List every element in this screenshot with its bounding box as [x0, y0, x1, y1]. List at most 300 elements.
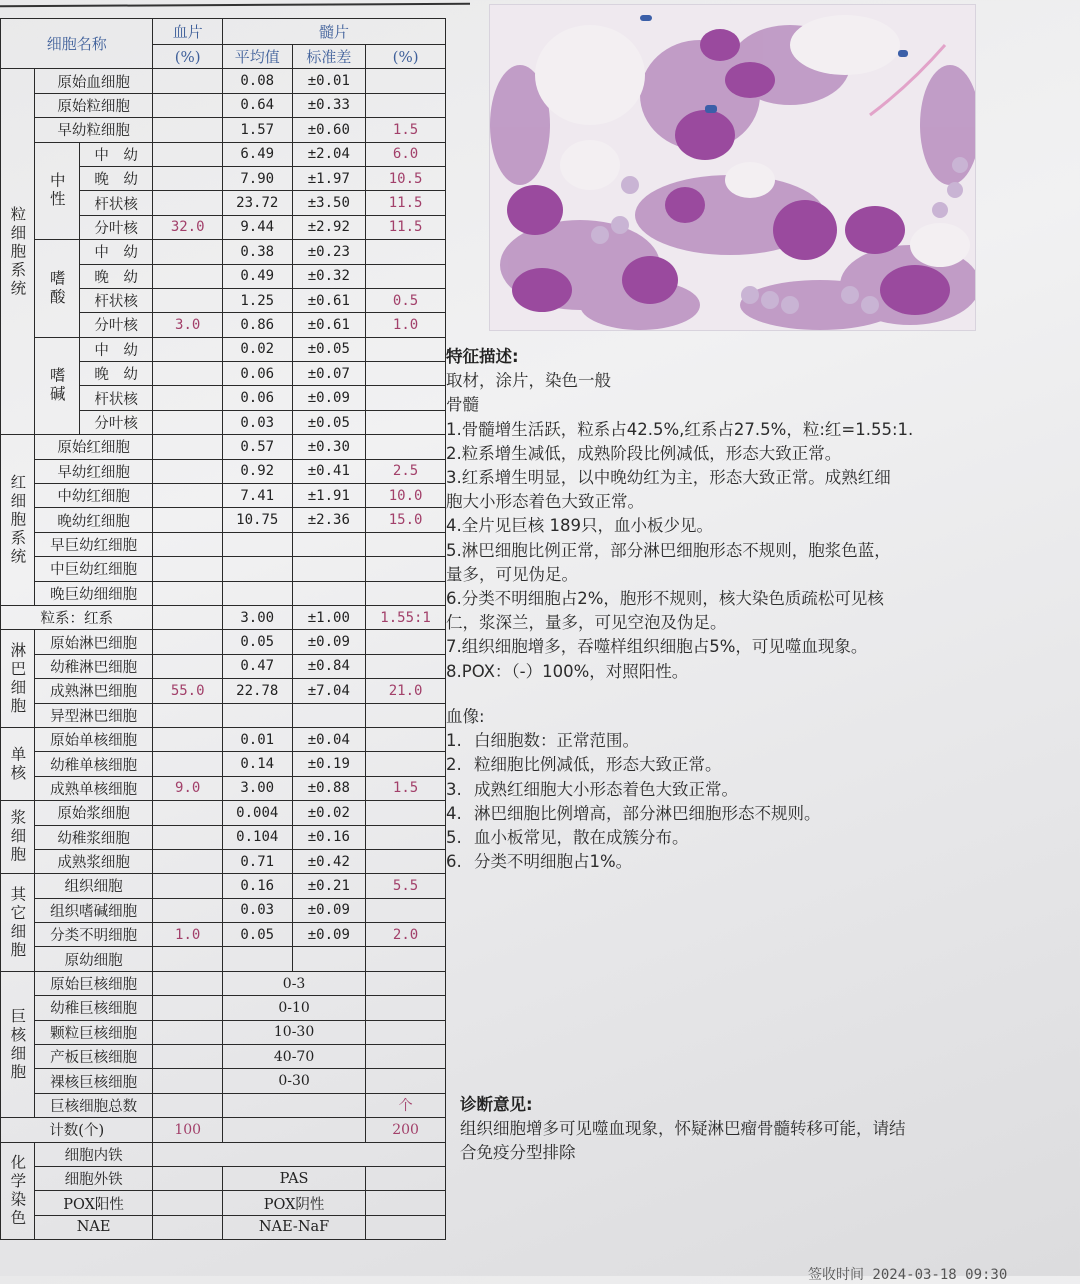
mean-value: 0.03 — [222, 410, 292, 434]
marrow-pct-value — [366, 410, 446, 434]
sd-value: ±1.91 — [292, 484, 366, 508]
marrow-pct-value: 10.0 — [366, 484, 446, 508]
feature-description — [446, 345, 1056, 684]
mean-value — [222, 532, 292, 556]
header-mean: 平均值 — [222, 45, 292, 69]
marrow-pct-value — [366, 1045, 446, 1069]
marrow-pct-value: 10.5 — [366, 166, 446, 190]
blood-value: 9.0 — [153, 776, 223, 800]
blood-value — [153, 264, 223, 288]
cell-name: 原始巨核细胞 — [34, 971, 153, 995]
blood-value — [153, 240, 223, 264]
mean-value: 0.16 — [222, 874, 292, 898]
mean-value — [222, 581, 292, 605]
blood-value — [153, 532, 223, 556]
cell-name: 粒系：红系 — [1, 605, 153, 629]
blood-value — [153, 874, 223, 898]
group-mono: 单核 — [1, 727, 35, 800]
sd-value: ±0.60 — [292, 118, 366, 142]
cell-name: 产板巨核细胞 — [34, 1045, 153, 1069]
mean-value — [222, 557, 292, 581]
item-text: 粒细胞比例减低，形态大致正常。 — [474, 755, 722, 775]
marrow-pct-value — [366, 1069, 446, 1093]
cell-name: 组织细胞 — [34, 874, 153, 898]
marrow-pct-value — [366, 557, 446, 581]
table-row — [1, 874, 446, 898]
cell-name: 中巨幼红细胞 — [34, 557, 153, 581]
sd-value: ±0.16 — [292, 825, 366, 849]
stain-pox-neg-value — [366, 1191, 446, 1215]
mean-value: 0.05 — [222, 923, 292, 947]
sign-time: 签收时间 2024-03-18 09:30 — [808, 1267, 1008, 1283]
header-sd: 标准差 — [292, 45, 366, 69]
sd-value — [292, 557, 366, 581]
blood-value — [153, 386, 223, 410]
table-row — [1, 1020, 446, 1044]
blood-value — [153, 630, 223, 654]
sd-value: ±0.05 — [292, 410, 366, 434]
stain-row — [1, 1166, 446, 1190]
blood-value — [153, 727, 223, 751]
blood-value — [153, 69, 223, 93]
table-row — [1, 484, 446, 508]
reference-range — [222, 1093, 365, 1117]
sd-value: ±0.19 — [292, 752, 366, 776]
cell-name: 中幼红细胞 — [34, 484, 153, 508]
sd-value: ±0.05 — [292, 337, 366, 361]
marrow-pct-value — [366, 1020, 446, 1044]
table-row-ratio — [1, 605, 446, 629]
blood-value — [153, 1020, 223, 1044]
table-row — [1, 727, 446, 751]
sd-value: ±1.97 — [292, 166, 366, 190]
header-marrow-pct: (%) — [366, 45, 446, 69]
feature-line: 6.分类不明细胞占2%，胞形不规则，核大染色质疏松可见核 — [446, 589, 884, 609]
cell-name: 杆状核 — [79, 191, 153, 215]
blood-value — [153, 703, 223, 727]
group-neutrophil: 中性 — [34, 142, 79, 240]
feature-line: 胞大小形态着色大致正常。 — [446, 492, 644, 512]
cell-name: 幼稚淋巴细胞 — [34, 654, 153, 678]
sd-value: ±0.84 — [292, 654, 366, 678]
mean-value: 1.57 — [222, 118, 292, 142]
sd-value: ±2.36 — [292, 508, 366, 532]
item-number: 1. — [446, 731, 462, 751]
stain-extra-iron-value — [153, 1166, 223, 1190]
sd-value — [292, 581, 366, 605]
mean-value: 0.14 — [222, 752, 292, 776]
mean-value: 0.92 — [222, 459, 292, 483]
micrograph-image — [490, 5, 975, 330]
table-row — [1, 654, 446, 678]
feature-line: 2.粒系增生减低，成熟阶段比例减低，形态大致正常。 — [446, 443, 842, 463]
table-row — [1, 532, 446, 556]
reference-range: 0-30 — [222, 1069, 365, 1093]
item-number: 2. — [446, 755, 462, 775]
sd-value — [292, 947, 366, 971]
mean-value: 9.44 — [222, 215, 292, 239]
reference-range: 0-3 — [222, 971, 365, 995]
list-item — [446, 729, 1046, 753]
blood-value — [153, 508, 223, 532]
cell-name: 中 幼 — [79, 337, 153, 361]
item-text: 分类不明细胞占1%。 — [474, 852, 633, 872]
blood-value — [153, 654, 223, 678]
header-blood-pct: (%) — [153, 45, 223, 69]
table-row — [1, 801, 446, 825]
marrow-pct-value — [366, 825, 446, 849]
cell-name: 晚 幼 — [79, 362, 153, 386]
stain-extra-iron-label: 细胞外铁 — [34, 1166, 153, 1190]
cell-name: 异型淋巴细胞 — [34, 703, 153, 727]
marrow-pct-value: 1.55:1 — [366, 605, 446, 629]
sd-value: ±1.00 — [292, 605, 366, 629]
blood-value — [153, 1045, 223, 1069]
blood-value — [153, 581, 223, 605]
marrow-pct-value — [366, 727, 446, 751]
feature-line: 1.骨髓增生活跃，粒系占42.5%,红系占27.5%，粒:红=1.55:1. — [446, 419, 914, 439]
table-row — [1, 923, 446, 947]
sd-value: ±2.92 — [292, 215, 366, 239]
cell-name: 幼稚巨核细胞 — [34, 996, 153, 1020]
table-row — [1, 435, 446, 459]
marrow-pct-value: 21.0 — [366, 679, 446, 703]
sd-value: ±0.21 — [292, 874, 366, 898]
blood-value: 55.0 — [153, 679, 223, 703]
table-row — [1, 1069, 446, 1093]
sd-value: ±3.50 — [292, 191, 366, 215]
group-erythroid: 红细胞系统 — [1, 435, 35, 606]
cell-name: 原始红细胞 — [34, 435, 153, 459]
table-row — [1, 898, 446, 922]
mean-value: 0.02 — [222, 337, 292, 361]
marrow-pct-value: 1.5 — [366, 118, 446, 142]
marrow-pct-value: 11.5 — [366, 191, 446, 215]
table-row — [1, 703, 446, 727]
mean-value: 0.06 — [222, 362, 292, 386]
table-row — [1, 996, 446, 1020]
mean-value: 0.01 — [222, 727, 292, 751]
stain-pox-neg-label: POX阴性 — [222, 1191, 365, 1215]
cell-name: 巨核细胞总数 — [34, 1093, 153, 1117]
blood-value — [153, 971, 223, 995]
marrow-pct-value — [366, 849, 446, 873]
sd-value: ±0.42 — [292, 849, 366, 873]
blood-value — [153, 191, 223, 215]
blood-value — [153, 410, 223, 434]
cell-name: 早幼红细胞 — [34, 459, 153, 483]
cell-name: 原始淋巴细胞 — [34, 630, 153, 654]
marrow-pct-value — [366, 264, 446, 288]
header-blood-smear: 血片 — [153, 19, 223, 45]
sd-value: ±0.07 — [292, 362, 366, 386]
list-item — [446, 802, 1046, 826]
marrow-pct-value — [366, 630, 446, 654]
sd-value: ±0.02 — [292, 801, 366, 825]
blood-value — [153, 557, 223, 581]
table-row — [1, 508, 446, 532]
marrow-pct-value — [366, 971, 446, 995]
blood-value — [153, 752, 223, 776]
cell-name: 杆状核 — [79, 386, 153, 410]
table-row — [1, 93, 446, 117]
item-text: 成熟红细胞大小形态着色大致正常。 — [474, 779, 738, 799]
group-granulocyte: 粒细胞系统 — [1, 69, 35, 435]
marrow-pct-value — [366, 581, 446, 605]
marrow-pct-value — [366, 337, 446, 361]
mean-value: 0.71 — [222, 849, 292, 873]
sd-value: ±0.04 — [292, 727, 366, 751]
marrow-pct-value — [366, 93, 446, 117]
marrow-pct-value: 2.5 — [366, 459, 446, 483]
cell-name: 中 幼 — [79, 142, 153, 166]
marrow-pct-value — [366, 996, 446, 1020]
paper-top-edge — [0, 0, 470, 7]
marrow-pct-value — [366, 69, 446, 93]
mean-value: 7.41 — [222, 484, 292, 508]
cell-name: 颗粒巨核细胞 — [34, 1020, 153, 1044]
reference-range — [222, 1118, 365, 1142]
table-row — [1, 118, 446, 142]
mean-value: 0.38 — [222, 240, 292, 264]
cell-name: 原始粒细胞 — [34, 93, 153, 117]
mean-value: 0.05 — [222, 630, 292, 654]
blood-value — [153, 1093, 223, 1117]
blood-value — [153, 801, 223, 825]
cell-name: 中 幼 — [79, 240, 153, 264]
cell-name: 原始单核细胞 — [34, 727, 153, 751]
blood-value — [153, 142, 223, 166]
cell-name: 计数(个) — [1, 1118, 153, 1142]
table-row — [1, 557, 446, 581]
cell-name: 晚幼红细胞 — [34, 508, 153, 532]
table-row — [1, 947, 446, 971]
marrow-pct-value — [366, 362, 446, 386]
marrow-pct-value — [366, 654, 446, 678]
blood-value — [153, 996, 223, 1020]
sd-value: ±0.30 — [292, 435, 366, 459]
diagnosis-line: 合免疫分型排除 — [460, 1143, 576, 1163]
cell-name: 成熟淋巴细胞 — [34, 679, 153, 703]
sd-value: ±0.41 — [292, 459, 366, 483]
cell-name: 晚 幼 — [79, 166, 153, 190]
table-row-count — [1, 1118, 446, 1142]
item-text: 血小板常见，散在成簇分布。 — [474, 828, 689, 848]
marrow-pct-value — [366, 947, 446, 971]
marrow-pct-value — [366, 532, 446, 556]
blood-value — [153, 118, 223, 142]
mean-value: 0.104 — [222, 825, 292, 849]
table-row — [1, 776, 446, 800]
cell-name: 分叶核 — [79, 215, 153, 239]
item-number: 5. — [446, 828, 462, 848]
group-eosinophil: 嗜酸 — [34, 240, 79, 338]
feature-line: 取材，涂片，染色一般 — [446, 371, 611, 391]
stain-row — [1, 1215, 446, 1239]
feature-line: 5.淋巴细胞比例正常，部分淋巴细胞形态不规则，胞浆色蓝， — [446, 540, 891, 560]
table-row — [1, 1093, 446, 1117]
table-row — [1, 240, 446, 264]
mean-value — [222, 947, 292, 971]
sd-value: ±7.04 — [292, 679, 366, 703]
cell-name: 分叶核 — [79, 313, 153, 337]
stain-row — [1, 1191, 446, 1215]
sd-value — [292, 703, 366, 727]
sd-value: ±2.04 — [292, 142, 366, 166]
cell-name: 晚巨幼细细胞 — [34, 581, 153, 605]
reference-range: 40-70 — [222, 1045, 365, 1069]
cell-name: 原始浆细胞 — [34, 801, 153, 825]
marrow-pct-value — [366, 386, 446, 410]
blood-value — [153, 166, 223, 190]
mean-value: 7.90 — [222, 166, 292, 190]
table-row — [1, 459, 446, 483]
marrow-pct-value: 1.0 — [366, 313, 446, 337]
header-cell-name: 细胞名称 — [1, 19, 153, 69]
group-lymph: 淋巴细胞 — [1, 630, 35, 728]
group-basophil: 嗜碱 — [34, 337, 79, 435]
cell-name: 成熟浆细胞 — [34, 849, 153, 873]
feature-line: 量多，可见伪足。 — [446, 564, 578, 584]
mean-value: 22.78 — [222, 679, 292, 703]
stain-pox-pos-label: POX阳性 — [34, 1191, 153, 1215]
mega-total-unit: 个 — [366, 1093, 446, 1117]
reference-range: 10-30 — [222, 1020, 365, 1044]
diagnosis-title: 诊断意见: — [460, 1095, 533, 1114]
mean-value: 10.75 — [222, 508, 292, 532]
item-text: 白细胞数：正常范围。 — [474, 731, 639, 751]
marrow-pct-value: 1.5 — [366, 776, 446, 800]
cell-name: 幼稚浆细胞 — [34, 825, 153, 849]
sd-value: ±0.01 — [292, 69, 366, 93]
mean-value: 3.00 — [222, 605, 292, 629]
group-stain: 化学染色 — [1, 1142, 35, 1240]
diagnosis-section — [460, 1093, 1050, 1166]
feature-line: 仁，浆深兰，量多，可见空泡及伪足。 — [446, 613, 727, 633]
table-row — [1, 679, 446, 703]
sd-value: ±0.61 — [292, 288, 366, 312]
blood-value — [153, 288, 223, 312]
table-row — [1, 825, 446, 849]
sd-value: ±0.09 — [292, 386, 366, 410]
marrow-pct-value: 6.0 — [366, 142, 446, 166]
stain-nae-naf-label: NAE-NaF — [222, 1215, 365, 1239]
sd-value — [292, 532, 366, 556]
item-number: 3. — [446, 779, 462, 799]
cell-name: 杆状核 — [79, 288, 153, 312]
mean-value: 0.49 — [222, 264, 292, 288]
stain-intra-iron-label: 细胞内铁 — [34, 1142, 153, 1166]
blood-value — [153, 605, 223, 629]
blood-value — [153, 337, 223, 361]
blood-picture — [446, 705, 1046, 874]
cell-name: 早巨幼红细胞 — [34, 532, 153, 556]
table-row — [1, 142, 446, 166]
sd-value: ±0.09 — [292, 923, 366, 947]
blood-value — [153, 484, 223, 508]
cell-name: 早幼粒细胞 — [34, 118, 153, 142]
mean-value: 0.57 — [222, 435, 292, 459]
blood-value — [153, 1069, 223, 1093]
table-row — [1, 1045, 446, 1069]
blood-value: 3.0 — [153, 313, 223, 337]
diagnosis-line: 组织细胞增多可见噬血现象，怀疑淋巴瘤骨髓转移可能，请结 — [460, 1119, 906, 1139]
table-row — [1, 971, 446, 995]
table-row — [1, 630, 446, 654]
blood-value — [153, 459, 223, 483]
stain-pas-value — [366, 1166, 446, 1190]
marrow-pct-value — [366, 898, 446, 922]
cell-name: 组织嗜碱细胞 — [34, 898, 153, 922]
feature-line: 3.红系增生明显，以中晚幼红为主，形态大致正常。成熟红细 — [446, 468, 891, 488]
item-number: 4. — [446, 803, 462, 823]
group-plasma: 浆细胞 — [1, 801, 35, 874]
stain-nae-label: NAE — [34, 1215, 153, 1239]
stain-pox-pos-value — [153, 1191, 223, 1215]
stain-intra-iron-value — [153, 1142, 446, 1166]
blood-value — [153, 898, 223, 922]
feature-line: 8.POX：（-）100%，对照阳性。 — [446, 661, 689, 681]
reference-range: 0-10 — [222, 996, 365, 1020]
marrow-pct-value: 5.5 — [366, 874, 446, 898]
blood-value: 1.0 — [153, 923, 223, 947]
cell-name: 原始血细胞 — [34, 69, 153, 93]
header-marrow: 髓片 — [222, 19, 445, 45]
blood-value — [153, 93, 223, 117]
marrow-pct-value: 0.5 — [366, 288, 446, 312]
marrow-pct-value: 11.5 — [366, 215, 446, 239]
list-item — [446, 826, 1046, 850]
mean-value: 0.08 — [222, 69, 292, 93]
marrow-cell-table — [0, 18, 446, 1240]
item-number: 6. — [446, 852, 462, 872]
mean-value: 23.72 — [222, 191, 292, 215]
blood-value — [153, 825, 223, 849]
item-text: 淋巴细胞比例增高，部分淋巴细胞形态不规则。 — [474, 803, 821, 823]
group-other: 其它细胞 — [1, 874, 35, 972]
mean-value: 3.00 — [222, 776, 292, 800]
marrow-pct-value — [366, 240, 446, 264]
cell-name: 成熟单核细胞 — [34, 776, 153, 800]
mean-value: 0.03 — [222, 898, 292, 922]
marrow-pct-value — [366, 703, 446, 727]
feature-line: 骨髓 — [446, 395, 479, 415]
cell-name: 原幼细胞 — [34, 947, 153, 971]
list-item — [446, 778, 1046, 802]
table-row — [1, 581, 446, 605]
blood-value: 32.0 — [153, 215, 223, 239]
sd-value: ±0.23 — [292, 240, 366, 264]
marrow-pct-value — [366, 752, 446, 776]
mean-value — [222, 703, 292, 727]
blood-value — [153, 849, 223, 873]
stain-row — [1, 1142, 446, 1166]
marrow-count: 200 — [366, 1118, 446, 1142]
cell-name: 裸核巨核细胞 — [34, 1069, 153, 1093]
mean-value: 6.49 — [222, 142, 292, 166]
blood-count: 100 — [153, 1118, 223, 1142]
table-row — [1, 337, 446, 361]
mean-value: 1.25 — [222, 288, 292, 312]
stain-nae-value — [153, 1215, 223, 1239]
marrow-pct-value: 15.0 — [366, 508, 446, 532]
blood-picture-title: 血像: — [446, 707, 485, 726]
feature-line: 4.全片见巨核 189只，血小板少见。 — [446, 516, 713, 536]
mean-value: 0.004 — [222, 801, 292, 825]
stain-pas-label: PAS — [222, 1166, 365, 1190]
list-item — [446, 753, 1046, 777]
blood-value — [153, 435, 223, 459]
